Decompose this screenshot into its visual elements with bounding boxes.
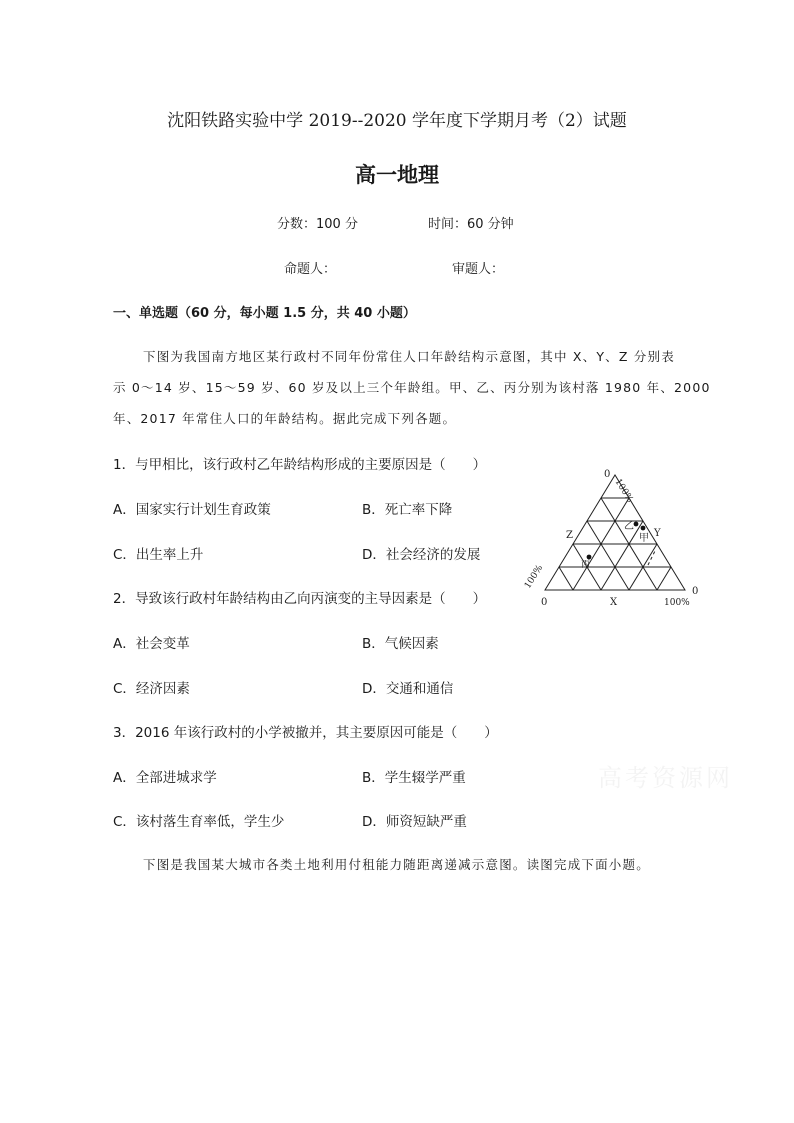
- option-b: B．气候因素: [362, 636, 439, 652]
- intro-line: 示 0～14 岁、15～59 岁、60 岁及以上三个年龄组。甲、乙、丙分别为该村落 1980 年、2000: [113, 380, 711, 395]
- option-c: C．出生率上升: [113, 547, 204, 563]
- question-stem: 2．导致该行政村年龄结构由乙向丙演变的主导因素是（ ）: [113, 591, 487, 607]
- point-bing-label: 丙: [581, 560, 591, 570]
- reviewer-label: 审题人：: [452, 262, 505, 277]
- option-d: D．师资短缺严重: [362, 814, 467, 830]
- point-jia: [641, 526, 646, 531]
- author-label: 命题人：: [284, 262, 337, 277]
- option-b: B．死亡率下降: [362, 502, 453, 518]
- question-stem: 1．与甲相比，该行政村乙年龄结构形成的主要原因是（ ）: [113, 457, 487, 473]
- option-b: B．学生辍学严重: [362, 770, 466, 786]
- subject-title: 高一地理: [355, 162, 439, 187]
- right-hundred-label: 100%: [664, 598, 690, 608]
- left-zero-label: 0: [541, 597, 548, 608]
- point-jia-label: 甲: [639, 533, 649, 544]
- point-yi: [634, 522, 639, 527]
- option-a: A．国家实行计划生育政策: [113, 502, 271, 518]
- intro-line: 年、2017 年常住人口的年龄结构。据此完成下列各题。: [113, 411, 457, 426]
- option-a: A．社会变革: [113, 636, 190, 652]
- option-d: D．社会经济的发展: [362, 547, 481, 563]
- right-zero-label: 0: [692, 586, 699, 597]
- axis-x-label: X: [610, 597, 618, 608]
- axis-y-label: Y: [654, 528, 661, 539]
- ternary-diagram: [515, 465, 715, 615]
- next-intro: 下图是我国某大城市各类土地利用付租能力随距离递减示意图。读图完成下面小题。: [143, 857, 650, 872]
- section-title: 一、单选题（60 分，每小题 1.5 分，共 40 小题）: [113, 306, 416, 321]
- option-a: A．全部进城求学: [113, 770, 217, 786]
- watermark: 高考资源网: [598, 764, 733, 792]
- intro-line: 下图为我国南方地区某行政村不同年份常住人口年龄结构示意图，其中 X、Y、Z 分别表: [143, 349, 675, 364]
- question-stem: 3．2016 年该行政村的小学被撤并，其主要原因可能是（ ）: [113, 725, 498, 741]
- time-label: 时间：60 分钟: [428, 217, 514, 232]
- option-d: D．交通和通信: [362, 681, 454, 697]
- score-label: 分数：100 分: [277, 217, 358, 232]
- axis-z-label: Z: [566, 530, 573, 541]
- left-hundred-label: 100%: [523, 563, 546, 591]
- point-bing: [587, 555, 592, 560]
- point-yi-label: 乙: [624, 521, 634, 532]
- document-title: 沈阳铁路实验中学 2019--2020 学年度下学期月考（2）试题: [167, 111, 627, 131]
- top-hundred-label: 100%: [612, 477, 635, 505]
- option-c: C．经济因素: [113, 681, 190, 697]
- top-zero-label: 0: [604, 469, 611, 480]
- option-c: C．该村落生育率低，学生少: [113, 814, 285, 830]
